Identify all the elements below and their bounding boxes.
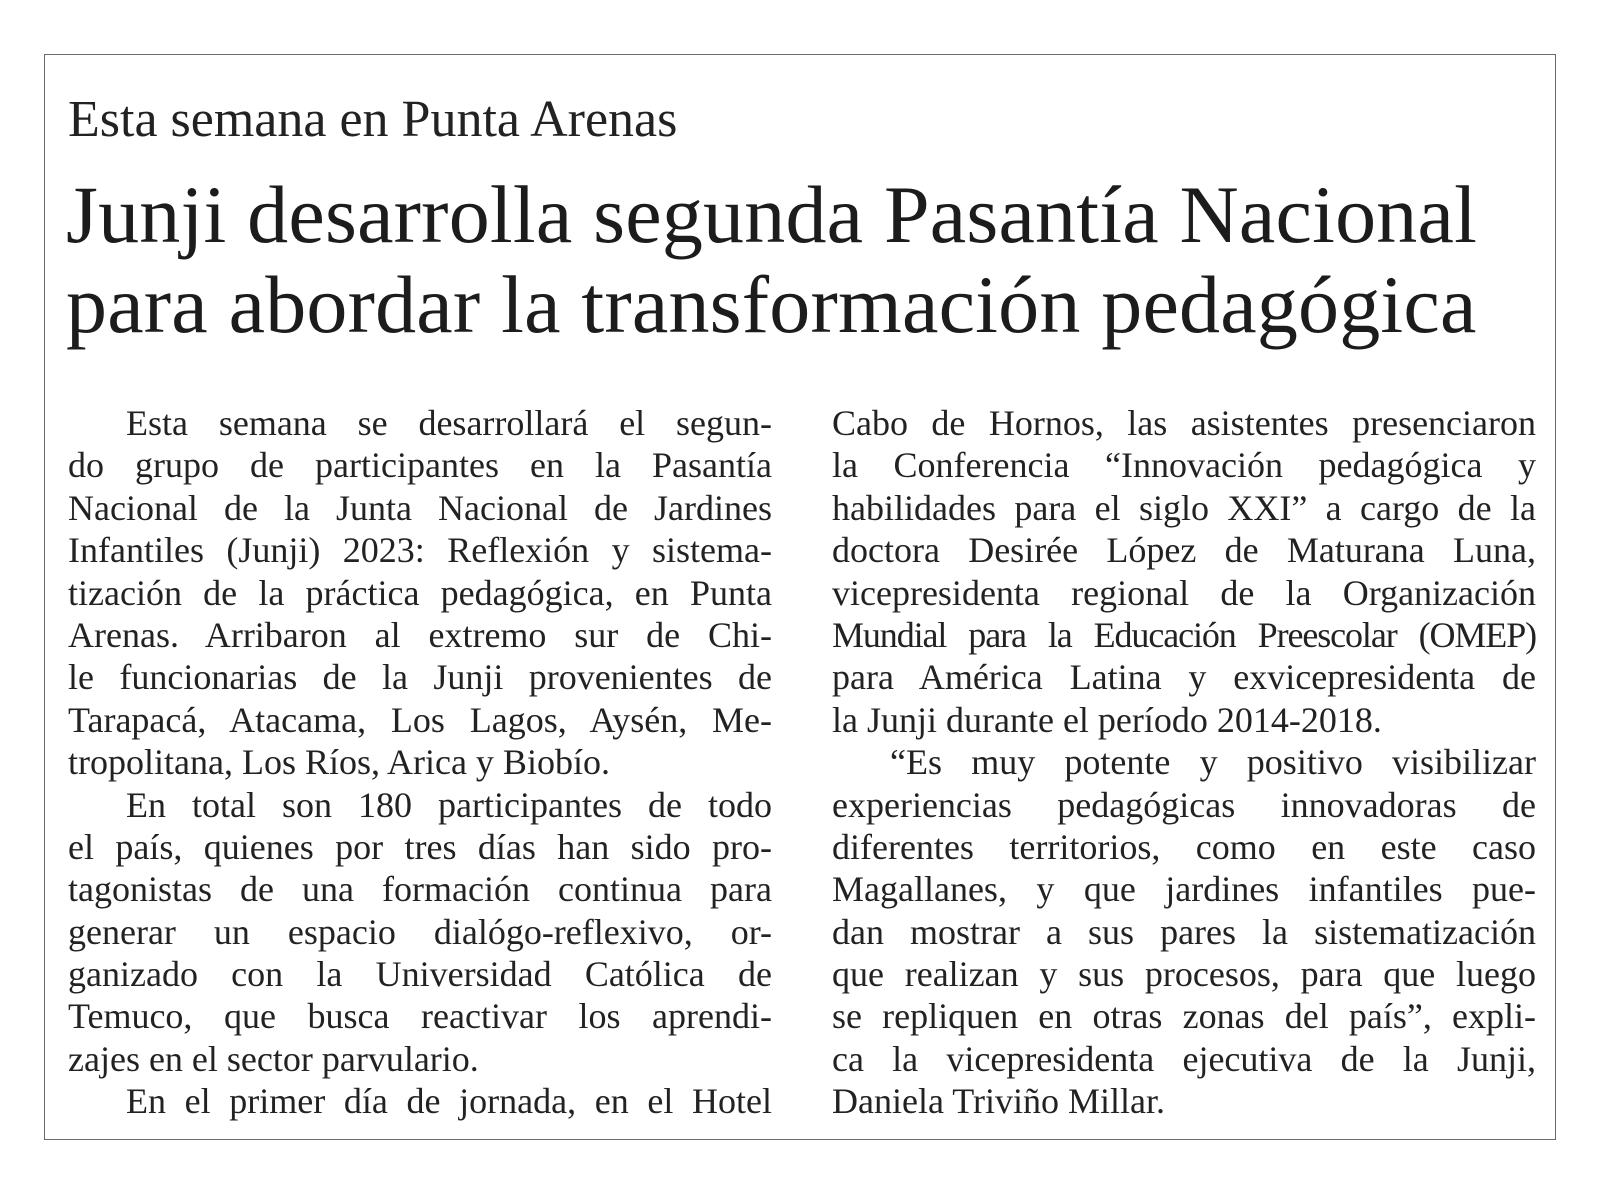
text-line: la Junji durante el período 2014-2018. <box>832 699 1382 740</box>
text-line: Temuco, que busca reactivar los aprendi- <box>68 996 772 1037</box>
text-line: doctora Desirée López de Maturana Luna, <box>832 530 1536 571</box>
text-line: se repliquen en otras zonas del país”, expli- <box>832 996 1536 1037</box>
text-line: Magallanes, y que jardines infantiles pue- <box>832 869 1536 910</box>
text-line: generar un espacio dialógo-reflexivo, or- <box>68 911 772 952</box>
text-line: Arenas. Arribaron al extremo sur de Chi- <box>68 614 772 655</box>
text-line: tagonistas de una formación continua para <box>68 869 772 910</box>
article-column-left <box>68 402 772 1123</box>
text-line: do grupo de participantes en la Pasantía <box>68 445 772 486</box>
text-line: para América Latina y exvicepresidenta de <box>832 657 1536 698</box>
text-line: “Es muy potente y positivo visibilizar <box>890 742 1536 783</box>
headline-line: Junji desarrolla segunda Pasantía Nacional <box>66 169 1478 260</box>
text-line: tización de la práctica pedagógica, en Punta <box>68 572 772 613</box>
text-line: el país, quienes por tres días han sido pro- <box>68 826 772 867</box>
article-headline <box>66 170 1546 350</box>
text-line: diferentes territorios, como en este caso <box>832 826 1536 867</box>
text-line: Mundial para la Educación Preescolar (OMEP) <box>832 614 1536 655</box>
article-kicker: Esta semana en Punta Arenas <box>68 91 678 148</box>
text-line: experiencias pedagógicas innovadoras de <box>832 784 1536 825</box>
text-line: ca la vicepresidenta ejecutiva de la Junji, <box>832 1038 1536 1079</box>
text-line: dan mostrar a sus pares la sistematización <box>832 911 1536 952</box>
text-line: habilidades para el siglo XXI” a cargo de la <box>832 487 1536 528</box>
text-line: Infantiles (Junji) 2023: Reflexión y sistema- <box>68 530 772 571</box>
text-line: tropolitana, Los Ríos, Arica y Biobío. <box>68 742 610 783</box>
text-line: En total son 180 participantes de todo <box>126 784 772 825</box>
headline-line: para abordar la transformación pedagógica <box>66 259 1477 350</box>
text-line: Nacional de la Junta Nacional de Jardines <box>68 487 772 528</box>
text-line: vicepresidenta regional de la Organización <box>832 572 1536 613</box>
text-line: ganizado con la Universidad Católica de <box>68 954 772 995</box>
text-line: Esta semana se desarrollará el segun- <box>126 403 772 443</box>
text-line: En el primer día de jornada, en el Hotel <box>126 1081 772 1122</box>
text-line: le funcionarias de la Junji provenientes de <box>68 657 772 698</box>
text-line: Tarapacá, Atacama, Los Lagos, Aysén, Me- <box>68 699 772 740</box>
text-line: Daniela Triviño Millar. <box>832 1081 1165 1122</box>
text-line: Cabo de Hornos, las asistentes presenciaron <box>832 403 1536 443</box>
article-column-right <box>832 402 1536 1123</box>
text-line: zajes en el sector parvulario. <box>68 1038 479 1079</box>
text-line: que realizan y sus procesos, para que luego <box>832 954 1536 995</box>
text-line: la Conferencia “Innovación pedagógica y <box>832 445 1536 486</box>
